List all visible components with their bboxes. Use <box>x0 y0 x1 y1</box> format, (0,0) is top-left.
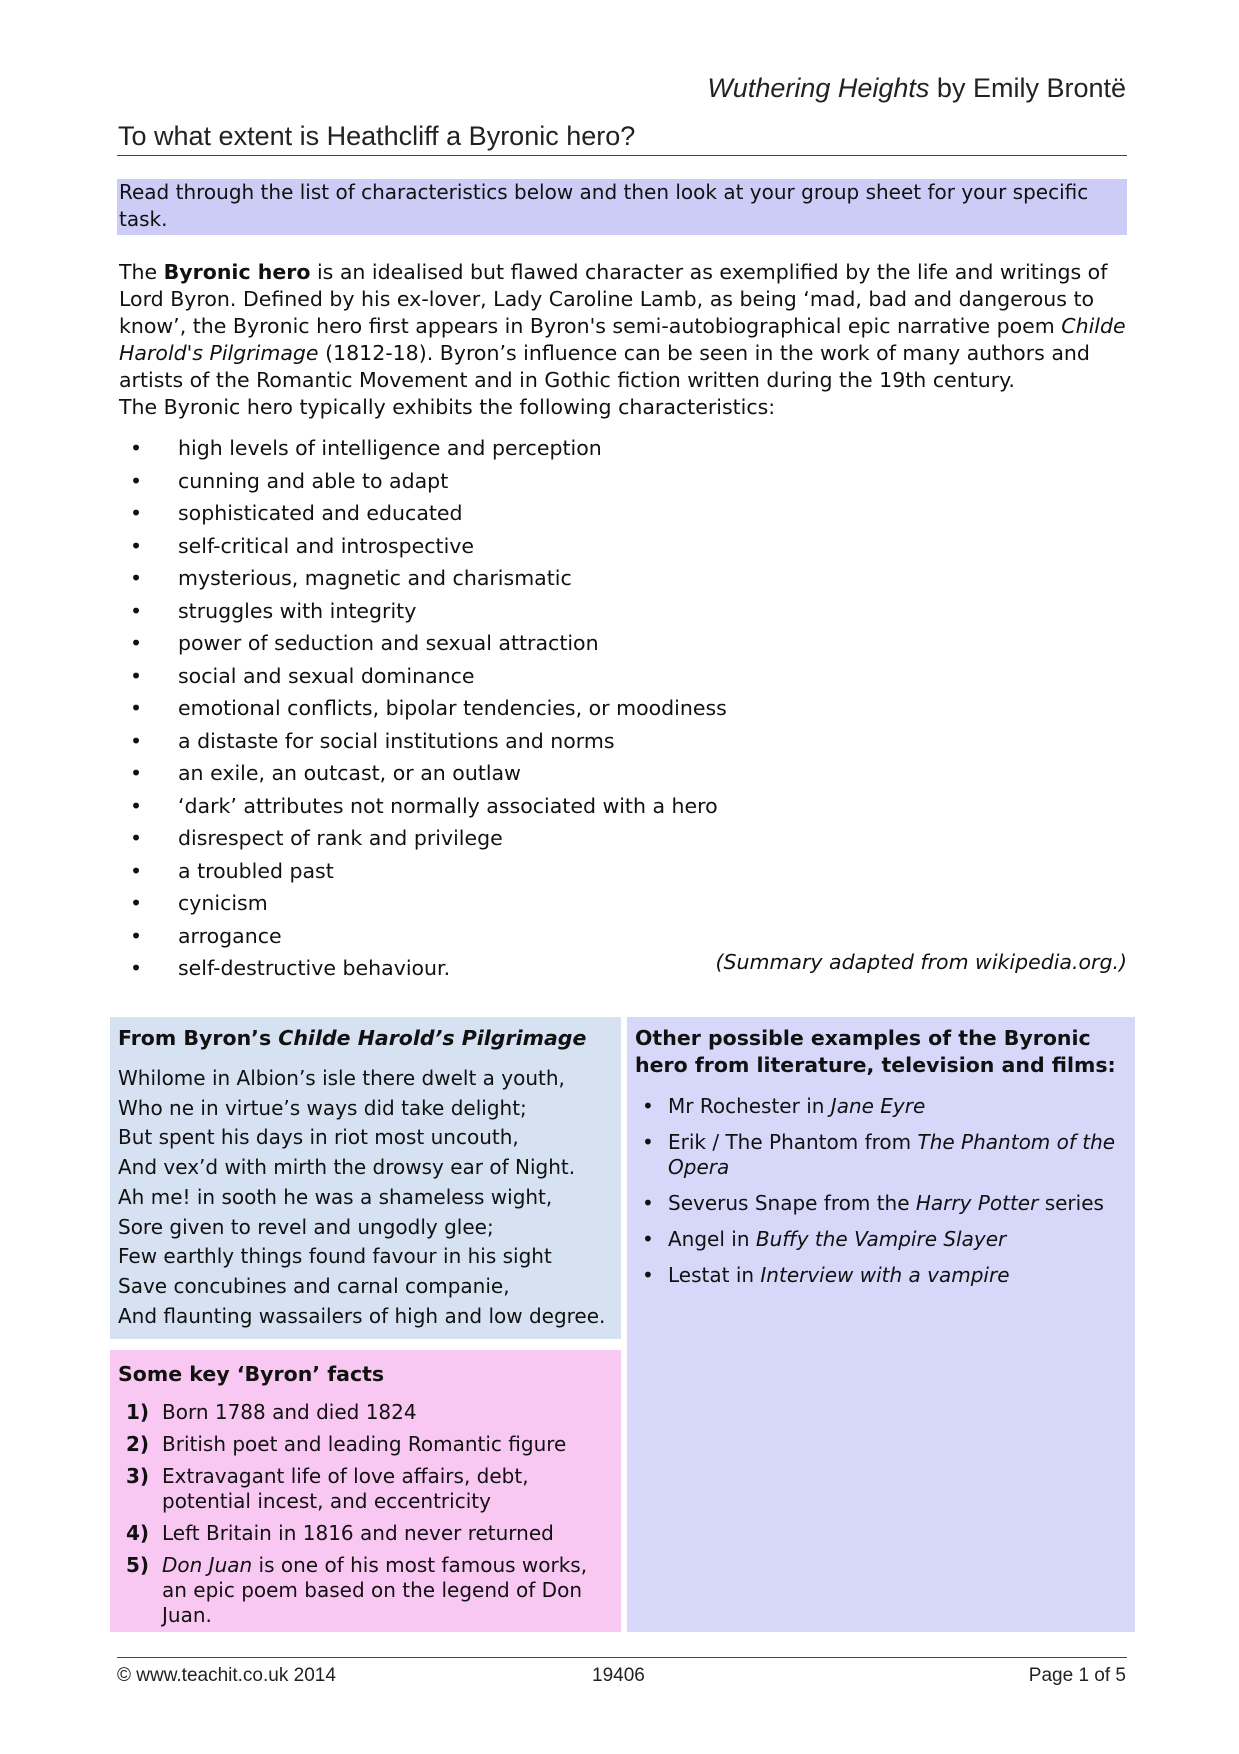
list-item <box>130 757 1130 790</box>
bullet-icon: • <box>130 696 143 720</box>
poem-line: Whilome in Albion’s isle there dwelt a youth, <box>118 1066 565 1090</box>
example-work-title: Jane Eyre <box>830 1094 926 1118</box>
characteristic-text: self-destructive behaviour. <box>178 956 451 980</box>
bullet-icon: • <box>130 891 143 915</box>
list-item <box>130 855 1130 888</box>
fact-work-title: Don Juan <box>162 1553 253 1577</box>
poem-box <box>110 1017 621 1339</box>
bullet-icon: • <box>130 858 143 883</box>
intro-text <box>119 259 1129 421</box>
intro-bold-term: Byronic hero <box>163 260 311 284</box>
fact-number: 4) <box>126 1521 150 1545</box>
fact-number: 2) <box>126 1432 150 1456</box>
document-header <box>707 73 1126 104</box>
bullet-icon: • <box>642 1130 654 1154</box>
header-divider <box>117 155 1127 156</box>
bullet-icon: • <box>130 728 143 753</box>
poem-line: And vex’d with mirth the drowsy ear of Night. <box>118 1155 576 1180</box>
fact-item <box>118 1521 618 1546</box>
list-item <box>130 432 1130 465</box>
list-item <box>130 595 1130 628</box>
example-item <box>635 1130 1125 1180</box>
bullet-icon: • <box>130 793 143 818</box>
characteristic-text: sophisticated and educated <box>178 501 463 525</box>
example-item <box>635 1227 1125 1252</box>
bullet-icon: • <box>130 436 143 460</box>
example-text: Erik / The Phantom from <box>668 1130 918 1154</box>
fact-item <box>118 1400 618 1425</box>
list-item <box>130 660 1130 693</box>
list-item <box>130 887 1130 920</box>
facts-list <box>118 1400 618 1635</box>
poem-line: Few earthly things found favour in his sight <box>118 1244 552 1269</box>
intro-paragraph <box>119 259 1129 394</box>
poem-line: Sore given to revel and ungodly glee; <box>118 1214 494 1239</box>
characteristic-text: mysterious, magnetic and charismatic <box>178 566 572 590</box>
list-item <box>130 497 1130 530</box>
fact-item <box>118 1553 618 1628</box>
characteristic-text: a troubled past <box>178 858 334 883</box>
example-item <box>635 1263 1125 1288</box>
author-byline: by Emily Brontë <box>929 73 1126 103</box>
fact-text: Extravagant life of love affairs, debt, potential incest, and eccentricity <box>162 1464 529 1513</box>
characteristic-text: struggles with integrity <box>178 598 417 623</box>
instruction-banner: Read through the list of characteristics below and then look at your group sheet for your specific task. <box>117 179 1127 235</box>
characteristic-text: arrogance <box>178 923 282 948</box>
list-item <box>130 465 1130 498</box>
fact-text: Left Britain in 1816 and never returned <box>162 1521 554 1545</box>
fact-item <box>118 1432 618 1457</box>
characteristic-text: high levels of intelligence and perception <box>178 436 602 460</box>
example-text-suffix: series <box>1038 1191 1104 1215</box>
list-item <box>130 562 1130 595</box>
bullet-icon: • <box>130 663 143 688</box>
list-item <box>130 692 1130 725</box>
poem-box-title-italic: Childe Harold’s Pilgrimage <box>278 1026 587 1050</box>
characteristics-list <box>130 432 1130 985</box>
characteristic-text: self-critical and introspective <box>178 533 475 558</box>
example-work-title: Interview with a vampire <box>760 1263 1010 1287</box>
bullet-icon: • <box>130 533 143 558</box>
poem-line: But spent his days in riot most uncouth, <box>118 1125 519 1150</box>
bullet-icon: • <box>130 468 143 493</box>
characteristic-text: cunning and able to adapt <box>178 468 449 493</box>
example-work-title: Buffy the Vampire Slayer <box>755 1227 1007 1251</box>
example-item <box>635 1094 1125 1119</box>
fact-item <box>118 1464 618 1514</box>
facts-box-title: Some key ‘Byron’ facts <box>118 1362 385 1386</box>
poem-stanza <box>118 1064 605 1331</box>
fact-text: Born 1788 and died 1824 <box>162 1400 417 1424</box>
example-work-title: The Phantom of the Opera <box>668 1130 1116 1179</box>
footer-divider <box>117 1657 1127 1658</box>
characteristic-text: emotional conflicts, bipolar tendencies, or moodiness <box>178 696 727 720</box>
example-text: Severus Snape from the <box>668 1191 916 1215</box>
list-item <box>130 627 1130 660</box>
page-title: To what extent is Heathcliff a Byronic hero? <box>118 121 636 151</box>
footer-resource-code: 19406 <box>592 1665 645 1686</box>
intro-lead-in: The Byronic hero typically exhibits the following characteristics: <box>119 395 776 419</box>
intro-text-a: The <box>119 260 164 284</box>
bullet-icon: • <box>130 761 143 785</box>
example-work-title: Harry Potter <box>915 1191 1039 1215</box>
examples-list <box>635 1094 1125 1299</box>
bullet-icon: • <box>130 598 143 623</box>
example-text: Mr Rochester in <box>668 1094 831 1118</box>
fact-text: British poet and leading Romantic figure <box>162 1432 567 1456</box>
characteristic-text: a distaste for social institutions and norms <box>178 728 615 753</box>
source-note: (Summary adapted from wikipedia.org.) <box>715 950 1127 974</box>
list-item <box>130 822 1130 855</box>
fact-text: is one of his most famous works, an epic poem based on the legend of Don Juan. <box>162 1553 588 1627</box>
characteristic-text: disrespect of rank and privilege <box>178 826 503 850</box>
bullet-icon: • <box>642 1191 654 1215</box>
bullet-icon: • <box>130 956 143 980</box>
intro-text-c: (1812-18). Byron’s influence can be seen in the work of many authors and artists of the Romantic Movement and in Gothic fiction written during the 19th century. <box>119 341 1090 392</box>
facts-box <box>110 1350 621 1632</box>
fact-number: 5) <box>126 1553 150 1577</box>
poem-line: Save concubines and carnal companie, <box>118 1273 510 1298</box>
book-title: Wuthering Heights <box>707 73 930 103</box>
list-item <box>130 920 1130 953</box>
poem-line: Ah me! in sooth he was a shameless wight, <box>118 1184 553 1209</box>
fact-number: 1) <box>126 1400 150 1424</box>
characteristic-text: power of seduction and sexual attraction <box>178 631 599 655</box>
list-item <box>130 725 1130 758</box>
characteristic-text: an exile, an outcast, or an outlaw <box>178 761 521 785</box>
poem-box-title-a: From Byron’s <box>118 1026 279 1050</box>
bullet-icon: • <box>642 1227 654 1251</box>
bullet-icon: • <box>130 566 143 590</box>
poem-line: And flaunting wassailers of high and low degree. <box>118 1303 606 1328</box>
footer-page-number: Page 1 of 5 <box>1028 1665 1126 1686</box>
bullet-icon: • <box>130 631 143 655</box>
bullet-icon: • <box>130 923 143 948</box>
characteristic-text: social and sexual dominance <box>178 663 475 688</box>
intro-text-b: is an idealised but flawed character as exemplified by the life and writings of Lord Byron. Defined by his ex-lover, Lady Caroline Lamb, as being ‘mad, bad and dangerous to know’, the Byronic hero first appears in Byron's semi-autobiographical epic narrative poem <box>119 260 1108 338</box>
list-item <box>130 530 1130 563</box>
bullet-icon: • <box>642 1263 654 1287</box>
example-text: Lestat in <box>668 1263 761 1287</box>
characteristic-text: cynicism <box>178 891 268 915</box>
examples-box <box>627 1017 1135 1632</box>
poem-line: Who ne in virtue’s ways did take delight; <box>118 1095 527 1120</box>
footer-copyright: © www.teachit.co.uk 2014 <box>117 1665 336 1686</box>
example-item <box>635 1191 1125 1216</box>
intro-poem-title: Childe Harold's Pilgrimage <box>119 314 1126 365</box>
bullet-icon: • <box>130 501 143 525</box>
poem-box-title <box>118 1025 586 1052</box>
examples-box-title: Other possible examples of the Byronic hero from literature, television and films: <box>635 1026 1116 1077</box>
example-text: Angel in <box>668 1227 756 1251</box>
fact-number: 3) <box>126 1464 150 1488</box>
bullet-icon: • <box>642 1094 654 1118</box>
list-item <box>130 790 1130 823</box>
bullet-icon: • <box>130 826 143 850</box>
characteristic-text: ‘dark’ attributes not normally associated with a hero <box>178 793 718 818</box>
